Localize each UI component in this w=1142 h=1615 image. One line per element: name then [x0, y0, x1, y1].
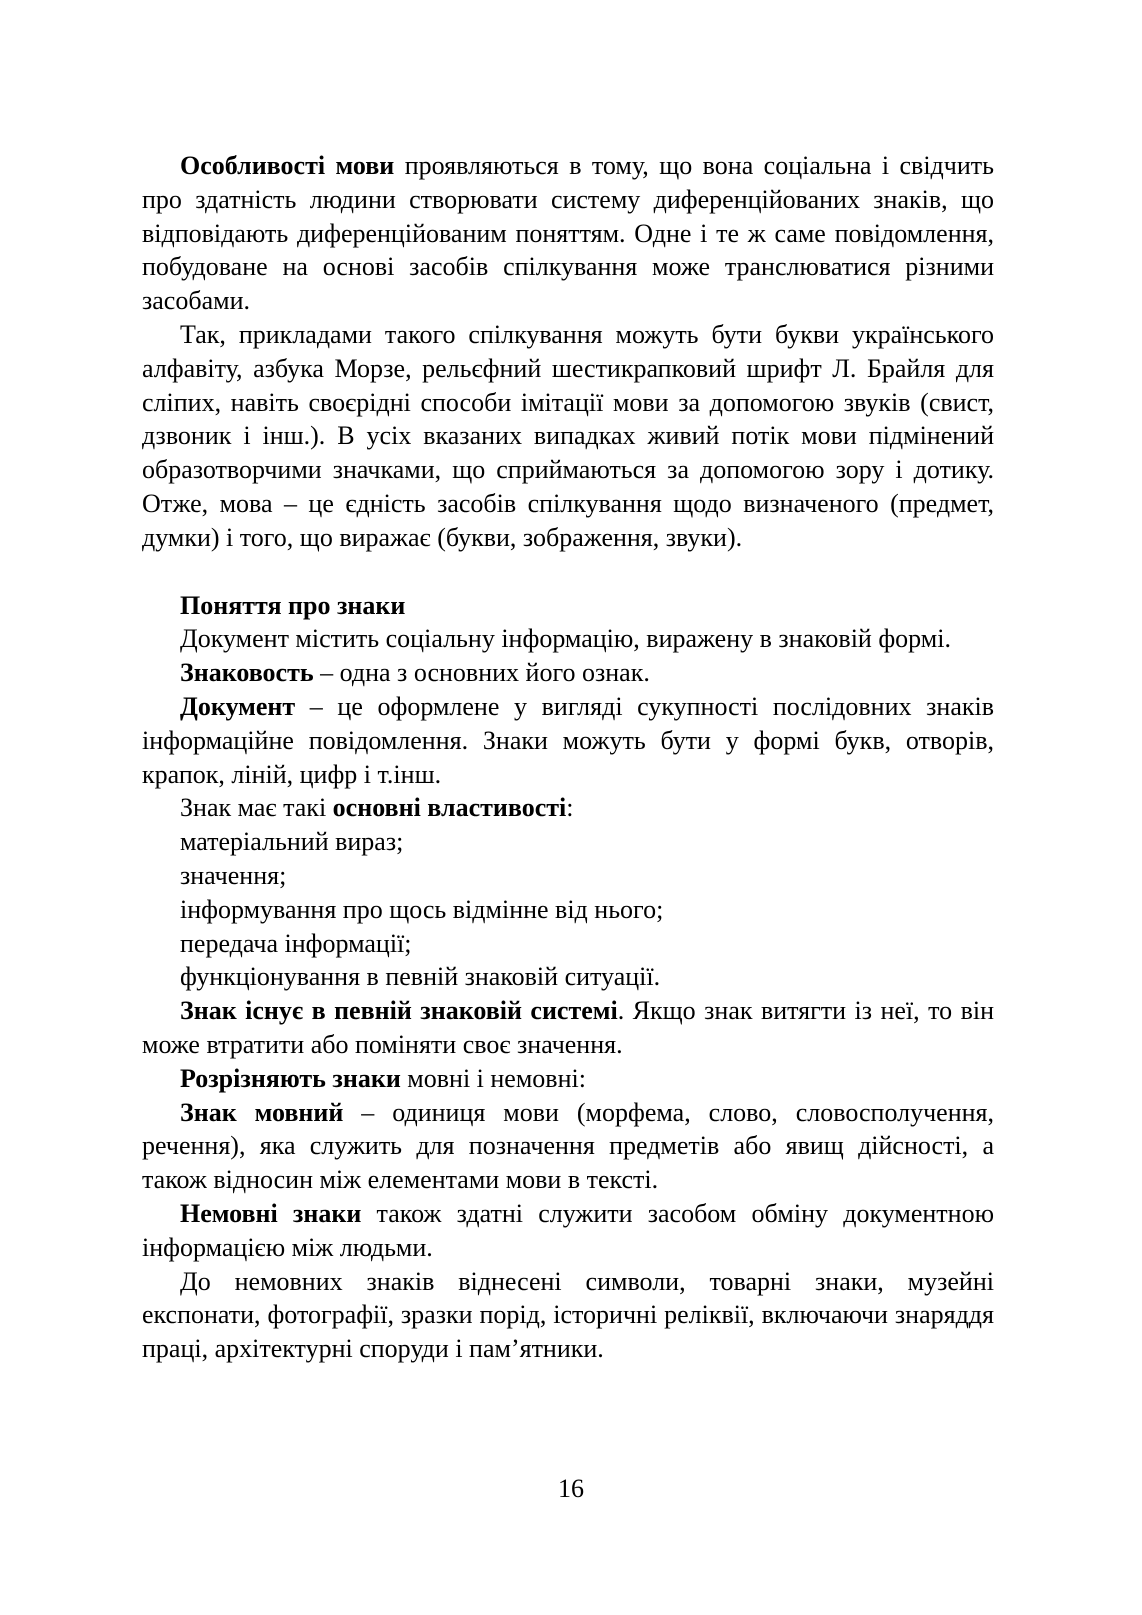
- term-signness: Знаковость: [180, 658, 314, 688]
- paragraph-punctuation: :: [566, 793, 574, 823]
- paragraph-text: . Якщо знак витягти із неї, то він може втратити або поміняти своє значення.: [142, 996, 994, 1059]
- property-list-item: [142, 960, 994, 994]
- paragraph-nonlinguistic-signs: [142, 1197, 994, 1265]
- paragraph-text: також здатні служити засобом обміну документною інформацією між людьми.: [142, 1198, 994, 1262]
- property-list-item: [142, 859, 994, 893]
- term-linguistic-sign: Знак мовний: [180, 1097, 344, 1127]
- paragraph-linguistic-sign: [142, 1096, 994, 1197]
- paragraph-language-features: [142, 149, 994, 318]
- paragraph-nonlinguistic-examples: [142, 1265, 994, 1366]
- property-list-item: [142, 825, 994, 859]
- paragraph-text: Знак має такі: [180, 793, 333, 823]
- property-list-item: [142, 927, 994, 961]
- paragraph-sign-system: [142, 994, 994, 1062]
- term-nonlinguistic-signs: Немовні знаки: [180, 1198, 362, 1228]
- section-heading-text: Поняття про знаки: [180, 590, 406, 620]
- term-document: Документ: [180, 691, 296, 721]
- paragraph-text: – одиниця мови (морфема, слово, словосполучення, речення), яка служить для позначення предметів або явищ дійсності, а також відносин між елементами мови в тексті.: [142, 1097, 994, 1195]
- list-item-text: функціонування в певній знаковій ситуації.: [180, 962, 661, 992]
- list-item-text: значення;: [180, 860, 287, 890]
- paragraph-signness: [142, 656, 994, 690]
- term-sign-system: Знак існує в певній знаковій системі: [180, 996, 618, 1026]
- paragraph-sign-properties-intro: [142, 791, 994, 825]
- page-body: [142, 149, 994, 1366]
- term-language-features: Особливості мови: [180, 151, 395, 180]
- term-main-properties: основні властивості: [332, 793, 567, 823]
- paragraph-sign-types: [142, 1062, 994, 1096]
- paragraph-text: – це оформлене у вигляді сукупності послідовних знаків інформаційне повідомлення. Знаки можуть бути у формі букв, отворів, крапок, ліній, цифр і т.інш.: [142, 691, 994, 789]
- paragraph-text: Документ містить соціальну інформацію, виражену в знаковій формі.: [180, 624, 951, 654]
- paragraph-text: До немовних знаків віднесені символи, товарні знаки, музейні експонати, фотографії, зразки порід, історичні реліквії, включаючи знаряддя праці, архітектурні споруди і пам’ятники.: [142, 1266, 994, 1364]
- list-item-text: інформування про щось відмінне від нього;: [180, 894, 664, 924]
- section-heading-signs: [142, 589, 994, 623]
- paragraph-text: – одна з основних його ознак.: [313, 658, 650, 688]
- paragraph-document-definition: [142, 690, 994, 791]
- list-item-text: матеріальний вираз;: [180, 827, 404, 857]
- paragraph-text: мовні і немовні:: [400, 1063, 586, 1093]
- page-number: 16: [558, 1474, 584, 1503]
- paragraph-text: проявляються в тому, що вона соціальна і свідчить про здатність людини створювати систему диференційованих знаків, що відповідають диференційованим поняттям. Одне і те ж саме повідомлення, побудоване на основі засобів спілкування може транслюватися різними засобами.: [142, 151, 994, 316]
- paragraph-communication-examples: [142, 318, 994, 555]
- property-list-item: [142, 893, 994, 927]
- list-item-text: передача інформації;: [180, 928, 412, 958]
- term-sign-types: Розрізняють знаки: [180, 1063, 401, 1093]
- paragraph-document-info: [142, 622, 994, 656]
- paragraph-text: Так, прикладами такого спілкування можуть бути букви українського алфавіту, азбука Морзе, рельєфний шестикрапковий шрифт Л. Брайля для сліпих, навіть своєрідні способи імітації мови за допомогою звуків (свист, дзвоник і інш.). В усіх вказаних випадках живий потік мови підмінений образотворчими значками, що сприймаються за допомогою зору і дотику. Отже, мова – це єдність засобів спілкування щодо визначеного (предмет, думки) і того, що виражає (букви, зображення, звуки).: [142, 319, 994, 552]
